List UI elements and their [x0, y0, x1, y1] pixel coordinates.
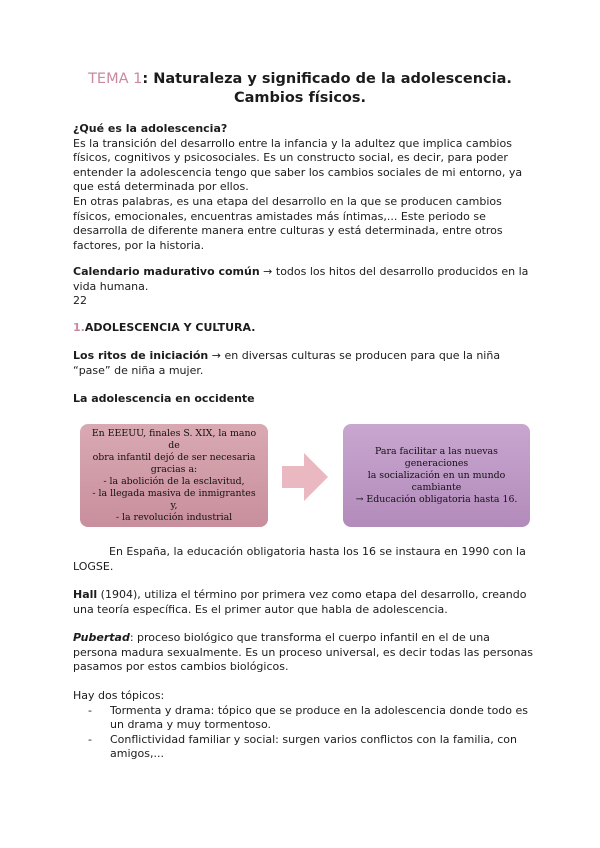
section-number: 1. [73, 321, 85, 334]
what-is-heading: ¿Qué es la adolescencia? [73, 122, 228, 135]
calendario-arrow: → [263, 265, 273, 278]
ritos-text: en diversas culturas se producen para que la niña “pase” de niña a mujer. [73, 349, 501, 377]
pubertad-block [73, 631, 533, 675]
occidente-heading-text: La adolescencia en occidente [73, 392, 255, 405]
section-what-is [73, 122, 533, 253]
what-is-paragraph-2: En otras palabras, es una etapa del desarrollo en la que se producen cambios físicos, emocionales, encuentras amistades más íntimas,... Este periodo se desarrolla de diferente manera entre culturas y está determinada, entre otros factores, por la historia. [73, 194, 503, 252]
espana-text: En España, la educación obligatoria hasta los 16 se instaura en 1990 con la LOGSE. [73, 545, 526, 573]
left-line-1: En EEEUU, finales S. XIX, la mano de [91, 427, 257, 451]
ritos-block [73, 349, 533, 378]
topicos-intro: Hay dos tópicos: [73, 689, 165, 702]
pubertad-term: Pubertad [73, 631, 130, 644]
hall-text: (1904), utiliza el término por primera vez como etapa del desarrollo, creando una teoría específica. Es el primer autor que habla de adolescencia. [73, 588, 527, 616]
calendario-block [73, 265, 533, 309]
title-number: TEMA 1 [88, 71, 143, 87]
diagram-left-box [80, 424, 268, 527]
calendario-text: todos los hitos del desarrollo producidos en la vida humana. [73, 265, 529, 293]
list-item: - Tormenta y drama: tópico que se produce en la adolescencia donde todo es un drama y muy tormentoso. [73, 704, 533, 733]
left-line-3: gracias a: [150, 463, 198, 475]
left-line-5: - la llegada masiva de inmigrantes y, [92, 487, 256, 511]
diagram-arrow-icon [282, 453, 328, 501]
pubertad-text: : proceso biológico que transforma el cuerpo infantil en el de una persona madura sexualmente. Es un proceso universal, es decir todas las personas pasamos por estos cambios biológicos. [73, 631, 533, 674]
page-title [60, 70, 540, 108]
espana-block [73, 545, 533, 574]
left-line-6: - la revolución industrial [115, 511, 233, 523]
ritos-arrow: → [211, 349, 221, 362]
calendario-term: Calendario madurativo común [73, 265, 260, 278]
right-line-3: → Educación obligatoria hasta 16. [355, 493, 518, 505]
topicos-list [73, 704, 533, 762]
section-heading-text: ADOLESCENCIA Y CULTURA. [84, 321, 256, 334]
title-text: : Naturaleza y significado de la adolescencia. Cambios físicos. [142, 71, 512, 106]
ritos-term: Los ritos de iniciación [73, 349, 209, 362]
right-line-1: Para facilitar a las nuevas generaciones [375, 445, 498, 469]
right-line-2: la socialización en un mundo cambiante [367, 469, 506, 493]
left-line-4: - la abolición de la esclavitud, [103, 475, 245, 487]
list-item: - Conflictividad familiar y social: surgen varios conflictos con la familia, con amigos,... [73, 733, 533, 762]
hall-name: Hall [73, 588, 98, 601]
what-is-paragraph-1: Es la transición del desarrollo entre la infancia y la adultez que implica cambios físicos, cognitivos y psicosociales. Es un constructo social, es decir, para poder entender la adolescencia tengo que saber los cambios sociales de mi entorno, ya que está determinada por ellos. [73, 136, 523, 194]
section-heading-cultura [73, 321, 533, 336]
hall-block [73, 588, 533, 617]
occidente-heading [73, 392, 533, 407]
left-line-2: obra infantil dejó de ser necesaria [92, 451, 256, 463]
topicos-block [73, 689, 533, 762]
page-number-note: 22 [73, 294, 87, 308]
diagram-right-box [343, 424, 530, 527]
